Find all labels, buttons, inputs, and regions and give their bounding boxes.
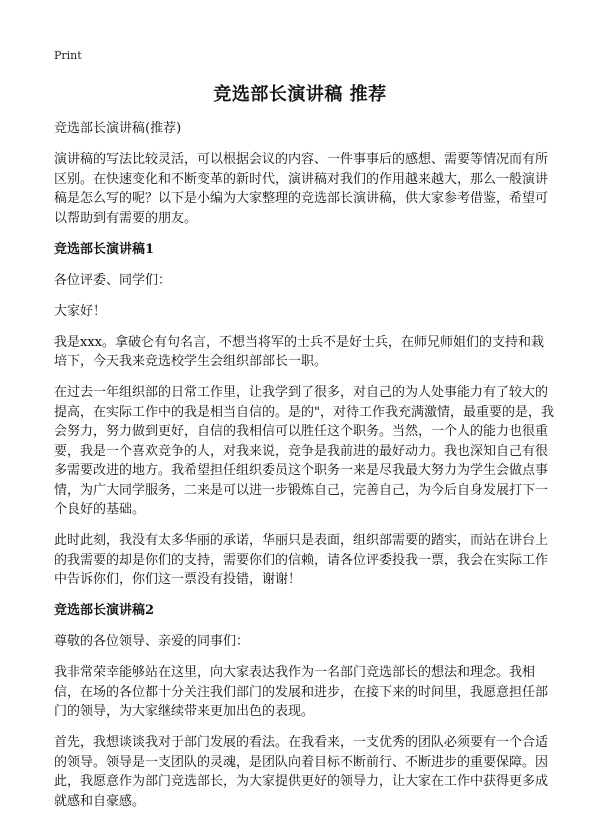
paragraph: 大家好！ [54, 303, 107, 319]
section-heading: 竞选部长演讲稿2 [54, 603, 155, 618]
paragraph: 我是xxx。拿破仑有句名言，不想当将军的士兵不是好士兵，在师兄师姐们的支持和栽培下，今天我来竞选校学生会组织部部长一职。 [54, 334, 544, 369]
document-title: 竞选部长演讲稿 推荐 [213, 84, 387, 105]
paragraph: 尊敬的各位领导、亲爱的同事们： [54, 634, 250, 649]
print-link[interactable]: Print [54, 49, 82, 62]
paragraph: 各位评委、同学们： [54, 272, 172, 288]
paragraph: 我非常荣幸能够站在这里，向大家表达我作为一名部门竞选部长的想法和理念。我相信，在场的各位都十分关注我们部门的发展和进步，在接下来的时间里，我愿意担任部门的领导，为大家继续带来更加出色的表现。 [54, 665, 549, 719]
paragraph: 在过去一年组织部的日常工作里，让我学到了很多，对自己的为人处事能力有了较大的提高，在实际工作中的我是相当自信的。是的"，对待工作我充满激情，最重要的是，我会努力，努力做到更好，自信的我相信可以胜任这个职务。当然，一个人的能力也很重要，我是一个喜欢竞争的人，对我来说，竞争是我前进的最好动力。我也深知自己有很多需要改进的地方。我希望担任组织委员这个职务一来是尽我最大努力为学生会做点事情，为广大同学服务，二来是可以进一步锻炼自己，完善自己，为今后自身发展打下一个良好的基础。 [54, 385, 554, 517]
intro-paragraph: 演讲稿的写法比较灵活，可以根据会议的内容、一件事事后的感想、需要等情况而有所区别。在快速变化和不断变革的新时代，演讲稿对我们的作用越来越大，那么一般演讲稿是怎么写的呢？以下是小编为大家整理的竞选部长演讲稿，供大家参考借鉴，希望可以帮助到有需要的朋友。 [54, 152, 549, 226]
paragraph: 首先，我想谈谈我对于部门发展的看法。在我看来，一支优秀的团队必须要有一个合适的领导。领导是一支团队的灵魂，是团队向着目标不断前行、不断进步的重要保障。因此，我愿意作为部门竞选部长，为大家提供更好的领导力，让大家在工作中获得更多成就感和自豪感。 [54, 735, 549, 809]
intro-heading: 竞选部长演讲稿(推荐) [54, 121, 182, 136]
document-body [54, 119, 554, 823]
paragraph: 此时此刻，我没有太多华丽的承诺，华丽只是表面，组织部需要的踏实，而站在讲台上的我需要的却是你们的支持，需要你们的信赖，请各位评委投我一票，我会在实际工作中告诉你们，你们这一票没有投错，谢谢！ [54, 533, 549, 587]
section-heading: 竞选部长演讲稿1 [54, 241, 155, 257]
